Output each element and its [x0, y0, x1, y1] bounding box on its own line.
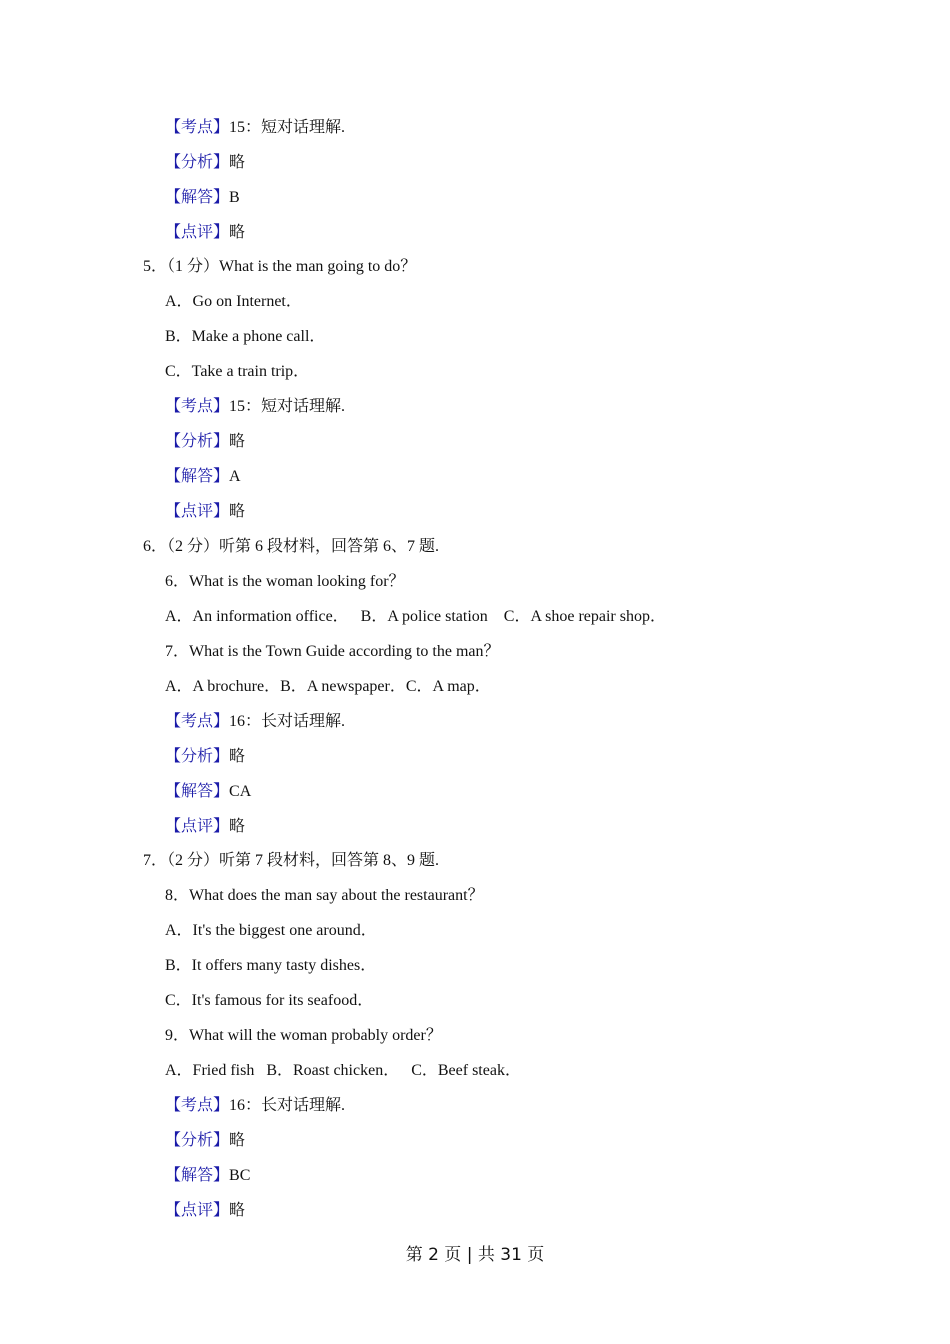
- line-text: A．It's the biggest one around．: [165, 922, 377, 939]
- field-tag: 【考点】: [165, 713, 230, 730]
- question-line: [143, 537, 439, 557]
- line-text: 9．What will the woman probably order？: [165, 1027, 442, 1044]
- line-text: 15：短对话理解.: [229, 398, 346, 415]
- line-text: B: [229, 189, 240, 206]
- answer-field-line: [165, 467, 241, 487]
- line-text: A．Fried fish B．Roast chicken． C．Beef steak．: [165, 1062, 521, 1079]
- line-text: C．It's famous for its seafood．: [165, 992, 374, 1009]
- line-text: 8．What does the man say about the restaurant？: [165, 887, 484, 904]
- question-line: [165, 886, 484, 906]
- line-text: 略: [229, 224, 246, 241]
- answer-field-line: [165, 153, 245, 173]
- answer-field-line: [165, 223, 245, 243]
- question-line: [165, 642, 500, 662]
- line-text: 16：长对话理解.: [229, 1097, 346, 1114]
- answer-field-line: [165, 118, 345, 138]
- line-text: B．Make a phone call．: [165, 328, 326, 345]
- option-line: [165, 1061, 521, 1081]
- answer-field-line: [165, 782, 251, 802]
- answer-field-line: [165, 432, 245, 452]
- line-text: 略: [229, 748, 246, 765]
- option-line: [165, 991, 373, 1011]
- field-tag: 【分析】: [165, 748, 230, 765]
- line-text: A: [229, 468, 241, 485]
- line-text: 略: [229, 818, 246, 835]
- field-tag: 【解答】: [165, 189, 230, 206]
- field-tag: 【考点】: [165, 119, 230, 136]
- option-line: [165, 362, 309, 382]
- question-line: [165, 572, 405, 592]
- field-tag: 【分析】: [165, 154, 230, 171]
- line-text: 15：短对话理解.: [229, 119, 346, 136]
- line-text: 7．What is the Town Guide according to the man？: [165, 643, 500, 660]
- line-text: 6．（2 分）听第 6 段材料，回答第 6、7 题.: [143, 538, 440, 555]
- line-text: A．An information office． B．A police station C．A shoe repair shop．: [165, 608, 666, 625]
- line-text: 7．（2 分）听第 7 段材料，回答第 8、9 题.: [143, 852, 440, 869]
- field-tag: 【解答】: [165, 783, 230, 800]
- field-tag: 【解答】: [165, 468, 230, 485]
- line-text: 略: [229, 154, 246, 171]
- line-text: 略: [229, 433, 246, 450]
- line-text: 略: [229, 1202, 246, 1219]
- line-text: B．It offers many tasty dishes．: [165, 957, 377, 974]
- answer-field-line: [165, 397, 345, 417]
- option-line: [165, 292, 302, 312]
- line-text: 16：长对话理解.: [229, 713, 346, 730]
- option-line: [165, 956, 376, 976]
- answer-field-line: [165, 1166, 250, 1186]
- field-tag: 【分析】: [165, 433, 230, 450]
- line-text: 略: [229, 1132, 246, 1149]
- line-text: 略: [229, 503, 246, 520]
- line-text: 6．What is the woman looking for？: [165, 573, 405, 590]
- page-footer: 第 2 页 | 共 31 页: [405, 1245, 545, 1265]
- option-line: [165, 677, 491, 697]
- answer-field-line: [165, 712, 345, 732]
- question-line: [165, 1026, 442, 1046]
- line-text: A．A brochure．B．A newspaper．C．A map．: [165, 678, 491, 695]
- field-tag: 【分析】: [165, 1132, 230, 1149]
- answer-field-line: [165, 502, 245, 522]
- option-line: [165, 327, 325, 347]
- option-line: [165, 607, 666, 627]
- line-text: C．Take a train trip．: [165, 363, 310, 380]
- field-tag: 【点评】: [165, 818, 230, 835]
- answer-field-line: [165, 1096, 345, 1116]
- line-text: A．Go on Internet．: [165, 293, 302, 310]
- answer-field-line: [165, 747, 245, 767]
- answer-field-line: [165, 1201, 245, 1221]
- field-tag: 【考点】: [165, 398, 230, 415]
- answer-field-line: [165, 817, 245, 837]
- line-text: CA: [229, 783, 252, 800]
- line-text: 5．（1 分）What is the man going to do？: [143, 258, 417, 275]
- answer-field-line: [165, 188, 240, 208]
- answer-field-line: [165, 1131, 245, 1151]
- option-line: [165, 921, 377, 941]
- question-line: [143, 257, 416, 277]
- field-tag: 【解答】: [165, 1167, 230, 1184]
- field-tag: 【考点】: [165, 1097, 230, 1114]
- field-tag: 【点评】: [165, 1202, 230, 1219]
- field-tag: 【点评】: [165, 224, 230, 241]
- question-line: [143, 851, 439, 871]
- line-text: BC: [229, 1167, 251, 1184]
- field-tag: 【点评】: [165, 503, 230, 520]
